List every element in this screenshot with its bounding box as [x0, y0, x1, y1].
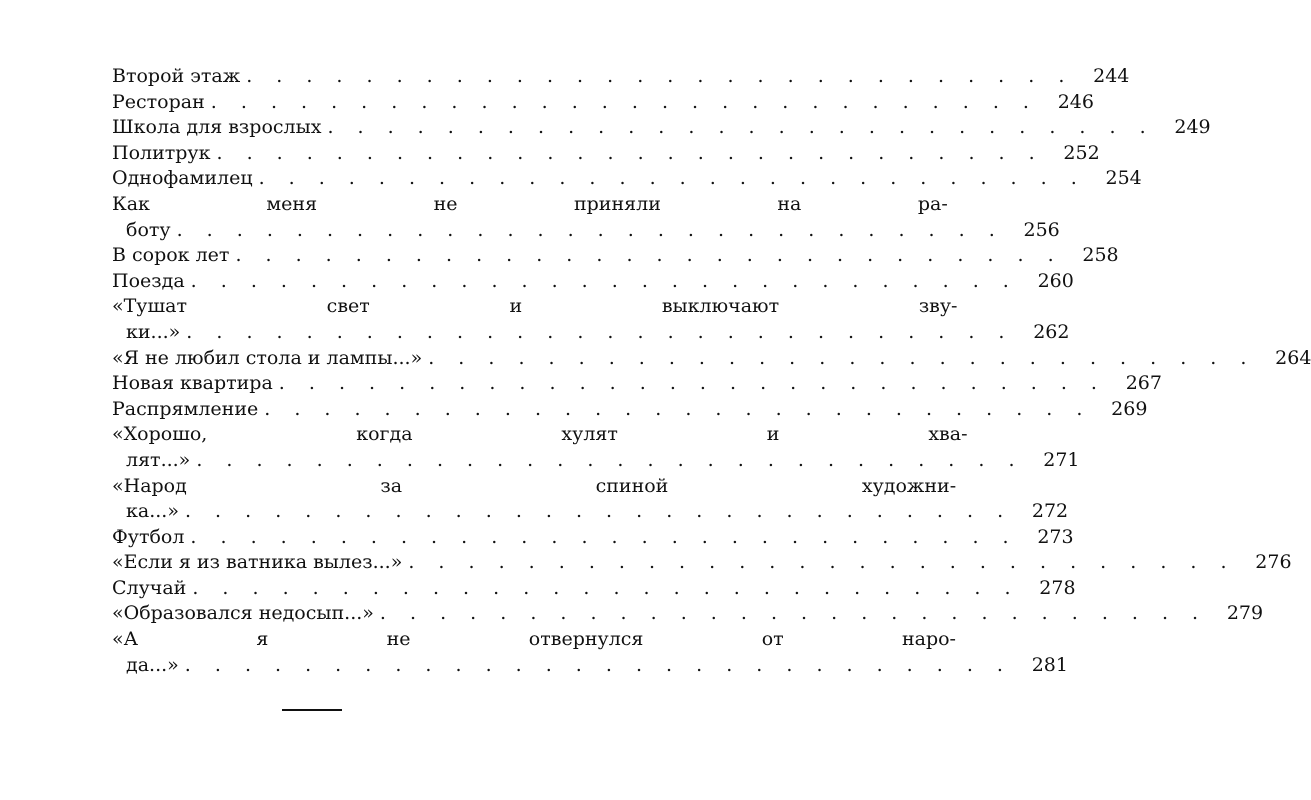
toc-entry-title: Однофамилец [112, 167, 253, 190]
dot-leader: . . . . . . . . . . . . . . . . . . . . . . . . . . . . [264, 397, 1092, 420]
toc-entry-title: Распрямление [112, 397, 259, 420]
dot-leader: . . . . . . . . . . . . . . . . . . . . . . . . . . . . [190, 269, 1018, 292]
dot-leader: . . . . . . . . . . . . . . . . . . . . . . . . . . . . [210, 90, 1038, 113]
dot-leader: . . . . . . . . . . . . . . . . . . . . . . . . . . . . [184, 653, 1012, 676]
toc-entry [112, 346, 1311, 372]
table-of-contents [112, 64, 1311, 678]
toc-entry-title: Случай [112, 576, 187, 599]
dot-leader: . . . . . . . . . . . . . . . . . . . . . . . . . . . . [186, 320, 1014, 343]
toc-entry [112, 576, 1076, 602]
toc-entry-title-line2: да...» [126, 653, 179, 676]
dot-leader: . . . . . . . . . . . . . . . . . . . . . . . . . . . . [176, 218, 1004, 241]
toc-entry-title-line2: боту [126, 218, 171, 241]
toc-entry [112, 269, 1074, 295]
toc-entry-title-line2: лят...» [126, 448, 191, 471]
dot-leader: . . . . . . . . . . . . . . . . . . . . . . . . . . . . [190, 525, 1018, 548]
dot-leader: . . . . . . . . . . . . . . . . . . . . . . . . . . . . [196, 448, 1024, 471]
divider [282, 709, 342, 711]
toc-entry-title-line1: Как меня не приняли на ра- [112, 192, 948, 215]
dot-leader: . . . . . . . . . . . . . . . . . . . . . . . . . . . . [408, 551, 1236, 574]
toc-entry [112, 294, 1070, 345]
toc-entry-title-line2: ки...» [126, 320, 181, 343]
toc-entry-title: Ресторан [112, 90, 205, 113]
toc-entry-page: 281 [1031, 653, 1068, 676]
toc-entry-page: 276 [1255, 551, 1292, 574]
toc-entry [112, 474, 1069, 525]
toc-entry [112, 422, 1080, 473]
toc-entry-page: 272 [1031, 500, 1069, 523]
toc-entry-title-line1: «Хорошо, когда хулят и хва- [112, 423, 968, 446]
toc-entry [112, 243, 1119, 269]
dot-leader: . . . . . . . . . . . . . . . . . . . . . . . . . . . . [246, 65, 1074, 87]
toc-entry-title: Поезда [112, 269, 185, 292]
toc-entry-title: Политрук [112, 141, 211, 164]
toc-entry-page: 254 [1105, 167, 1142, 190]
toc-entry-title-line1: «Народ за спиной художни- [112, 474, 957, 497]
toc-entry [112, 64, 1130, 90]
dot-leader: . . . . . . . . . . . . . . . . . . . . . . . . . . . . [327, 116, 1155, 139]
toc-entry [112, 115, 1211, 141]
toc-entry-page: 264 [1275, 346, 1311, 369]
toc-entry-title: Школа для взрослых [112, 116, 322, 139]
dot-leader: . . . . . . . . . . . . . . . . . . . . . . . . . . . . [192, 576, 1020, 599]
toc-entry-page: 278 [1039, 576, 1076, 599]
toc-entry-page: 249 [1174, 116, 1211, 139]
dot-leader: . . . . . . . . . . . . . . . . . . . . . . . . . . . . [278, 372, 1106, 395]
toc-entry-page: 279 [1226, 602, 1264, 625]
toc-entry-page: 252 [1063, 141, 1100, 164]
toc-entry-title-line1: «Тушат свет и выключают зву- [112, 295, 958, 318]
dot-leader: . . . . . . . . . . . . . . . . . . . . . . . . . . . . [216, 141, 1044, 164]
toc-entry-page: 256 [1023, 218, 1060, 241]
toc-entry-page: 271 [1043, 448, 1080, 471]
dot-leader: . . . . . . . . . . . . . . . . . . . . . . . . . . . . [428, 346, 1256, 369]
toc-entry-title: «Если я из ватника вылез...» [112, 551, 403, 574]
toc-entry [112, 192, 1060, 243]
toc-entry-title: «Я не любил стола и лампы...» [112, 346, 423, 369]
toc-entry [112, 550, 1292, 576]
dot-leader: . . . . . . . . . . . . . . . . . . . . . . . . . . . . [184, 500, 1013, 523]
toc-entry-page: 273 [1037, 525, 1074, 548]
toc-entry-page: 260 [1037, 269, 1074, 292]
toc-entry-page: 262 [1033, 320, 1070, 343]
toc-entry-page: 267 [1125, 372, 1162, 395]
toc-entry-title-line1: «А я не отвернулся от наро- [112, 628, 956, 651]
dot-leader: . . . . . . . . . . . . . . . . . . . . . . . . . . . . [235, 244, 1063, 267]
toc-entry-page: 258 [1082, 244, 1119, 267]
toc-entry [112, 371, 1162, 397]
toc-entry [112, 397, 1148, 423]
dot-leader: . . . . . . . . . . . . . . . . . . . . . . . . . . . . [379, 602, 1208, 625]
toc-entry-title: «Образовался недосып...» [112, 602, 374, 625]
toc-entry-title: Второй этаж [112, 65, 241, 87]
toc-entry-title-line2: ка...» [126, 500, 179, 523]
toc-entry [112, 627, 1068, 678]
toc-entry [112, 166, 1142, 192]
toc-entry-title: В сорок лет [112, 244, 230, 267]
toc-entry-title: Новая квартира [112, 372, 273, 395]
dot-leader: . . . . . . . . . . . . . . . . . . . . . . . . . . . . [258, 167, 1086, 190]
toc-entry [112, 525, 1074, 551]
toc-entry-page: 269 [1111, 397, 1148, 420]
toc-entry [112, 141, 1100, 167]
toc-entry-page: 244 [1093, 65, 1130, 87]
toc-entry [112, 90, 1094, 116]
toc-entry-page: 246 [1057, 90, 1094, 113]
toc-entry-title: Футбол [112, 525, 185, 548]
toc-entry [112, 601, 1264, 627]
